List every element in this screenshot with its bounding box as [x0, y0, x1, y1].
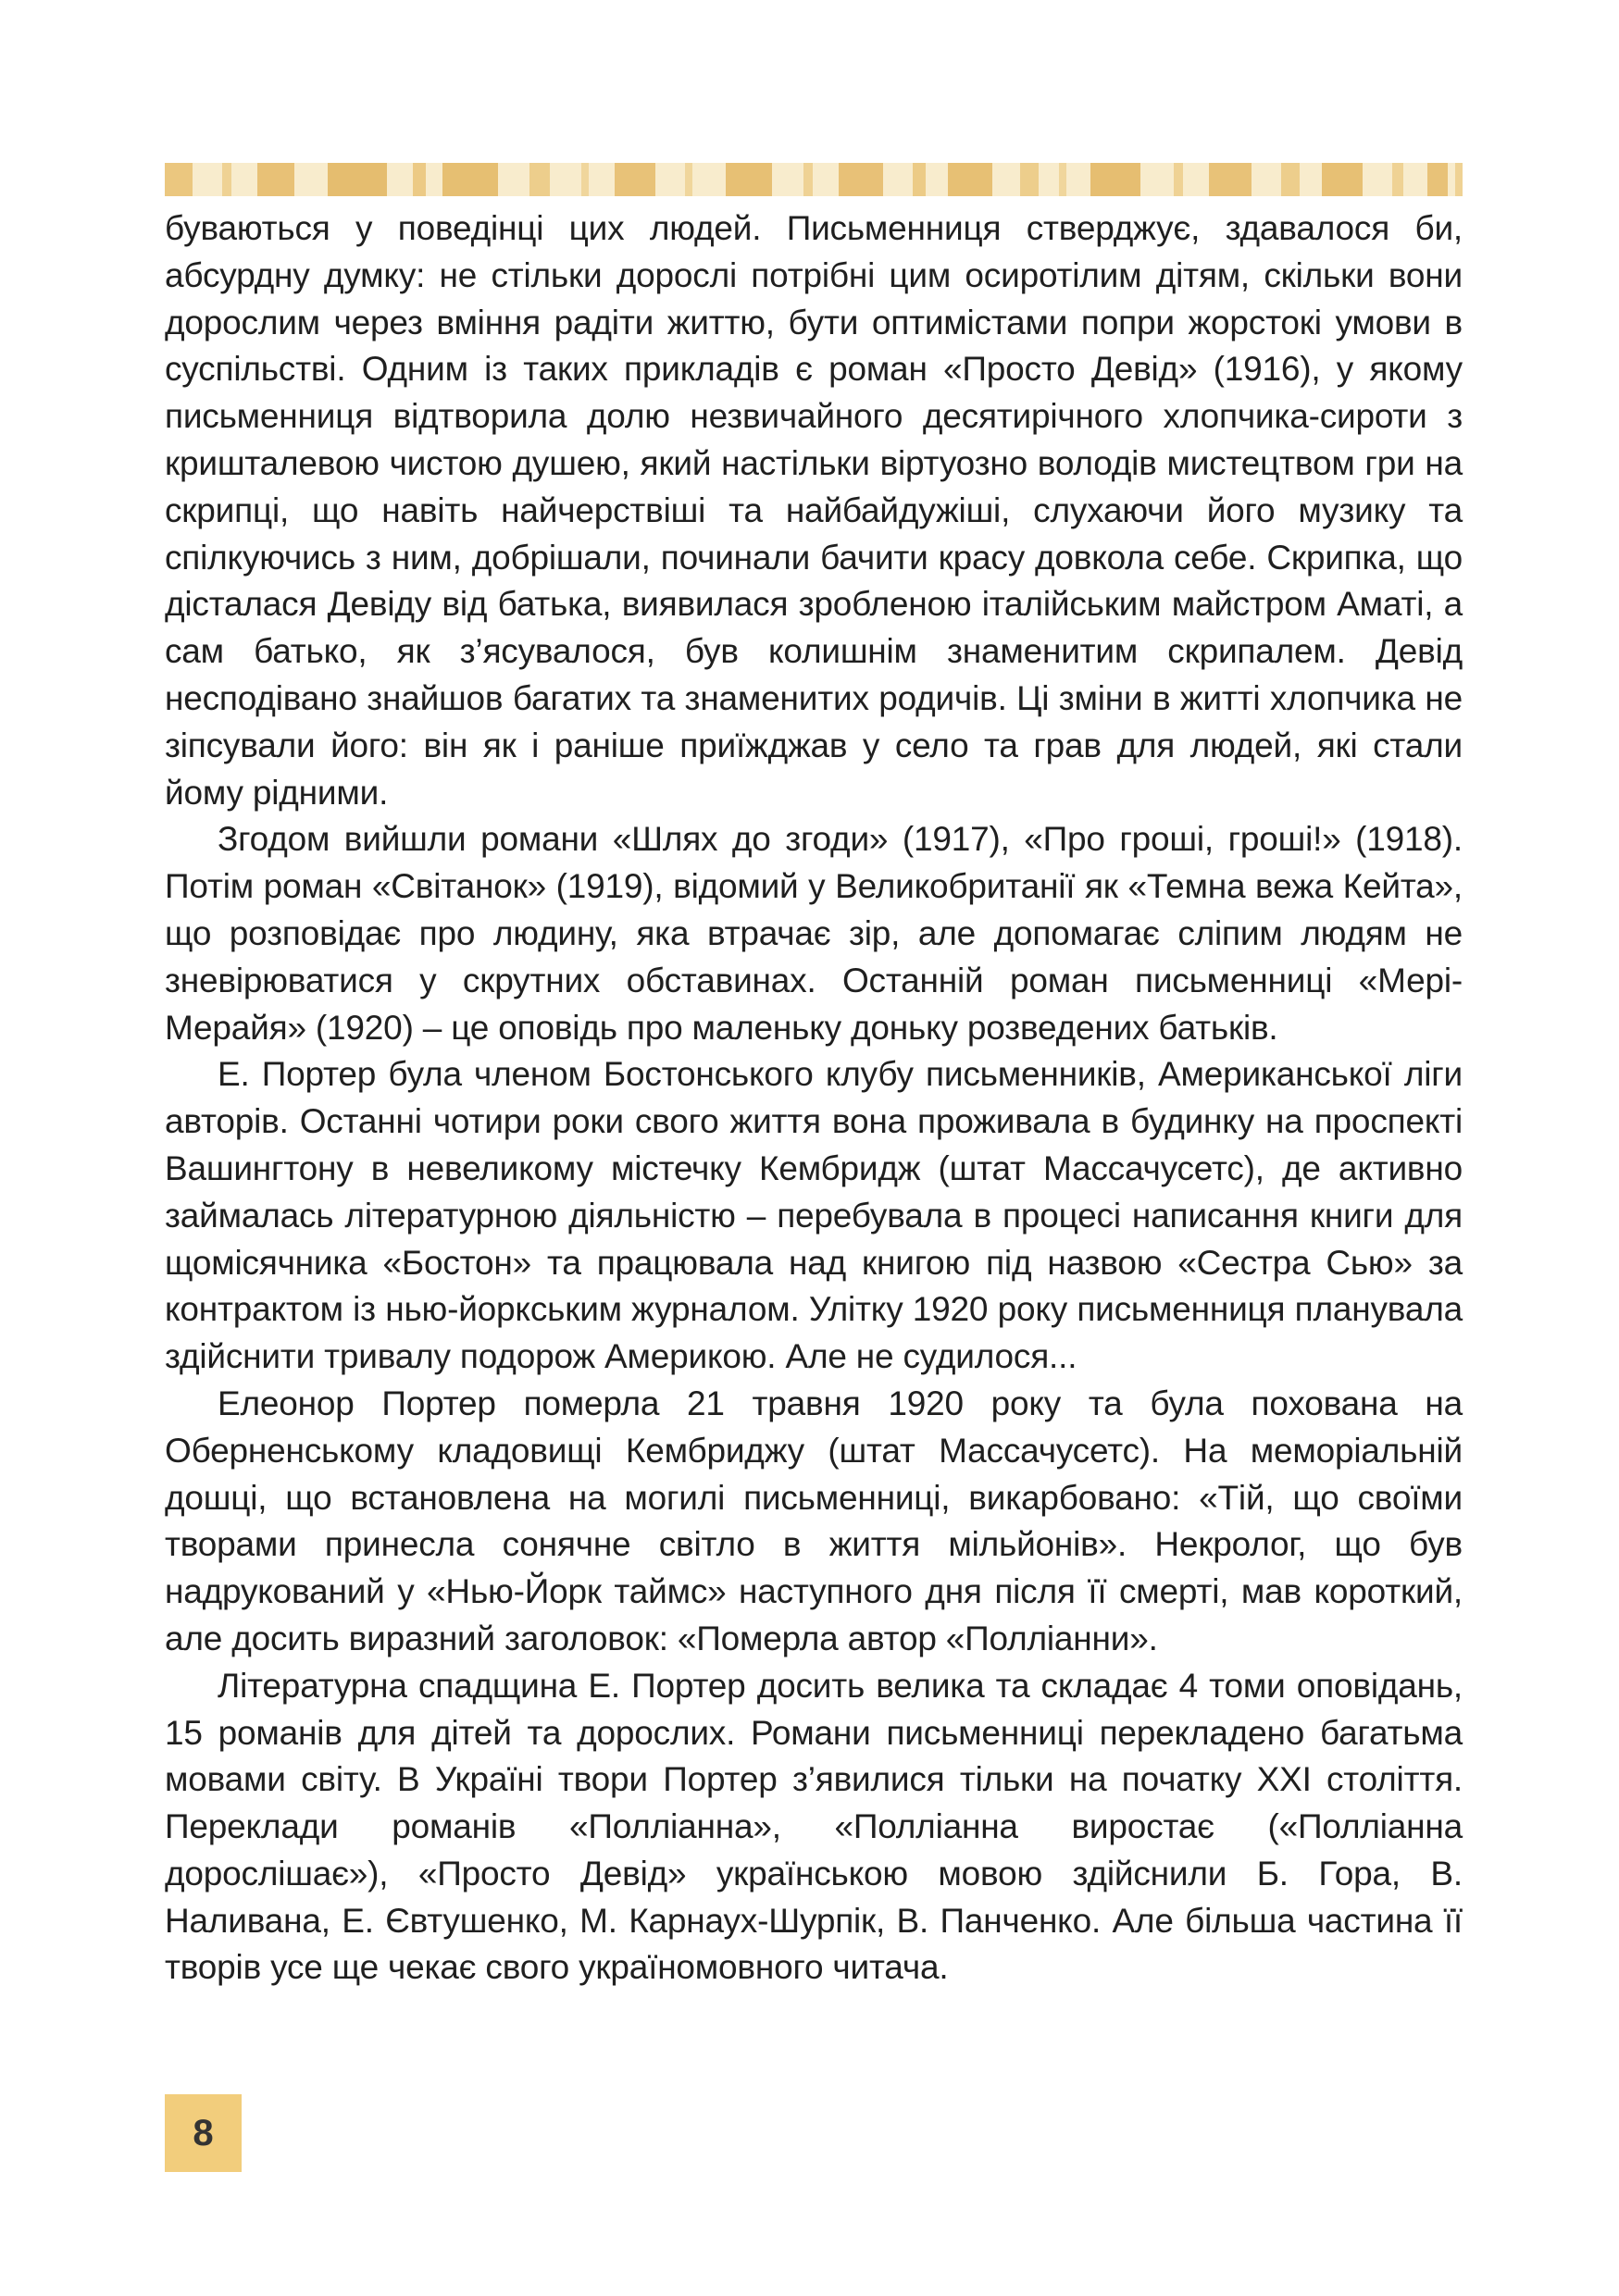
- paragraph: Згодом вийшли романи «Шлях до згоди» (1917), «Про гроші, гроші!» (1918). Потім роман «Світанок» (1919), відомий у Великобританії як «Темна вежа Кейта», що розповідає про людину, яка втрачає зір, але допомагає сліпим людям не зневірюватися у скрутних обставинах. Останній роман письменниці «Мері-Мерайя» (1920) – це оповідь про маленьку доньку розведених батьків.: [165, 820, 1463, 1047]
- paragraph: Е. Портер була членом Бостонського клубу письменників, Американської ліги авторів. Останні чотири роки свого життя вона проживала в будинку на проспекті Вашингтону в невеликому містечку Кембридж (штат Массачусетс), де активно займалась літературною діяльністю – перебувала в процесі написання книги для щомісячника «Бостон» та працювала над книгою під назвою «Сестра Сью» за контрактом із нью-йоркським журналом. Улітку 1920 року письменниця планувала здійснити тривалу подорож Америкою. Але не судилося...: [165, 1055, 1463, 1376]
- body-text: [165, 205, 1463, 1992]
- page-number: 8: [165, 2094, 242, 2172]
- decorative-header-band: [165, 163, 1463, 196]
- paragraph: Літературна спадщина Е. Портер досить велика та складає 4 томи оповідань, 15 романів для дітей та дорослих. Романи письменниці перекладено багатьма мовами світу. В Україні твори Портер з’явилися тільки на початку XXI століття. Переклади романів «Полліанна», «Полліанна виростає («Полліанна дорослішає»), «Просто Девід» українською мовою здійснили Б. Гора, В. Наливана, Е. Євтушенко, М. Карнаух-Шурпік, В. Панченко. Але більша частина її творів усе ще чекає свого україномовного читача.: [165, 1666, 1463, 1987]
- paragraph: буваються у поведінці цих людей. Письменниця стверджує, здавалося би, абсурдну думку: не стільки дорослі потрібні цим осиротілим дітям, скільки вони дорослим через вміння радіти життю, бути оптимістами попри жорстокі умови в суспільстві. Одним із таких прикладів є роман «Просто Девід» (1916), у якому письменниця відтворила долю незвичайного десятирічного хлопчика-сироти з кришталевою чистою душею, який настільки віртуозно володів мистецтвом гри на скрипці, що навіть найчерствіші та найбайдужіші, слухаючи його музику та спілкуючись з ним, добрішали, починали бачити красу довкола себе. Скрипка, що дісталася Девіду від батька, виявилася зробленою італійським майстром Аматі, а сам батько, як з’ясувалося, був колишнім знаменитим скрипалем. Девід несподівано знайшов багатих та знаменитих родичів. Ці зміни в житті хлопчика не зіпсували його: він як і раніше приїжджав у село та грав для людей, які стали йому рідними.: [165, 209, 1463, 812]
- paragraph: Елеонор Портер померла 21 травня 1920 року та була похована на Оберненському кладовищі Кембриджу (штат Массачусетс). На меморіальній дошці, що встановлена на могилі письменниці, викарбовано: «Тій, що своїми творами принесла сонячне світло в життя мільйонів». Некролог, що був надрукований у «Нью-Йорк таймс» наступного дня після її смерті, мав короткий, але досить виразний заголовок: «Померла автор «Полліанни».: [165, 1384, 1463, 1657]
